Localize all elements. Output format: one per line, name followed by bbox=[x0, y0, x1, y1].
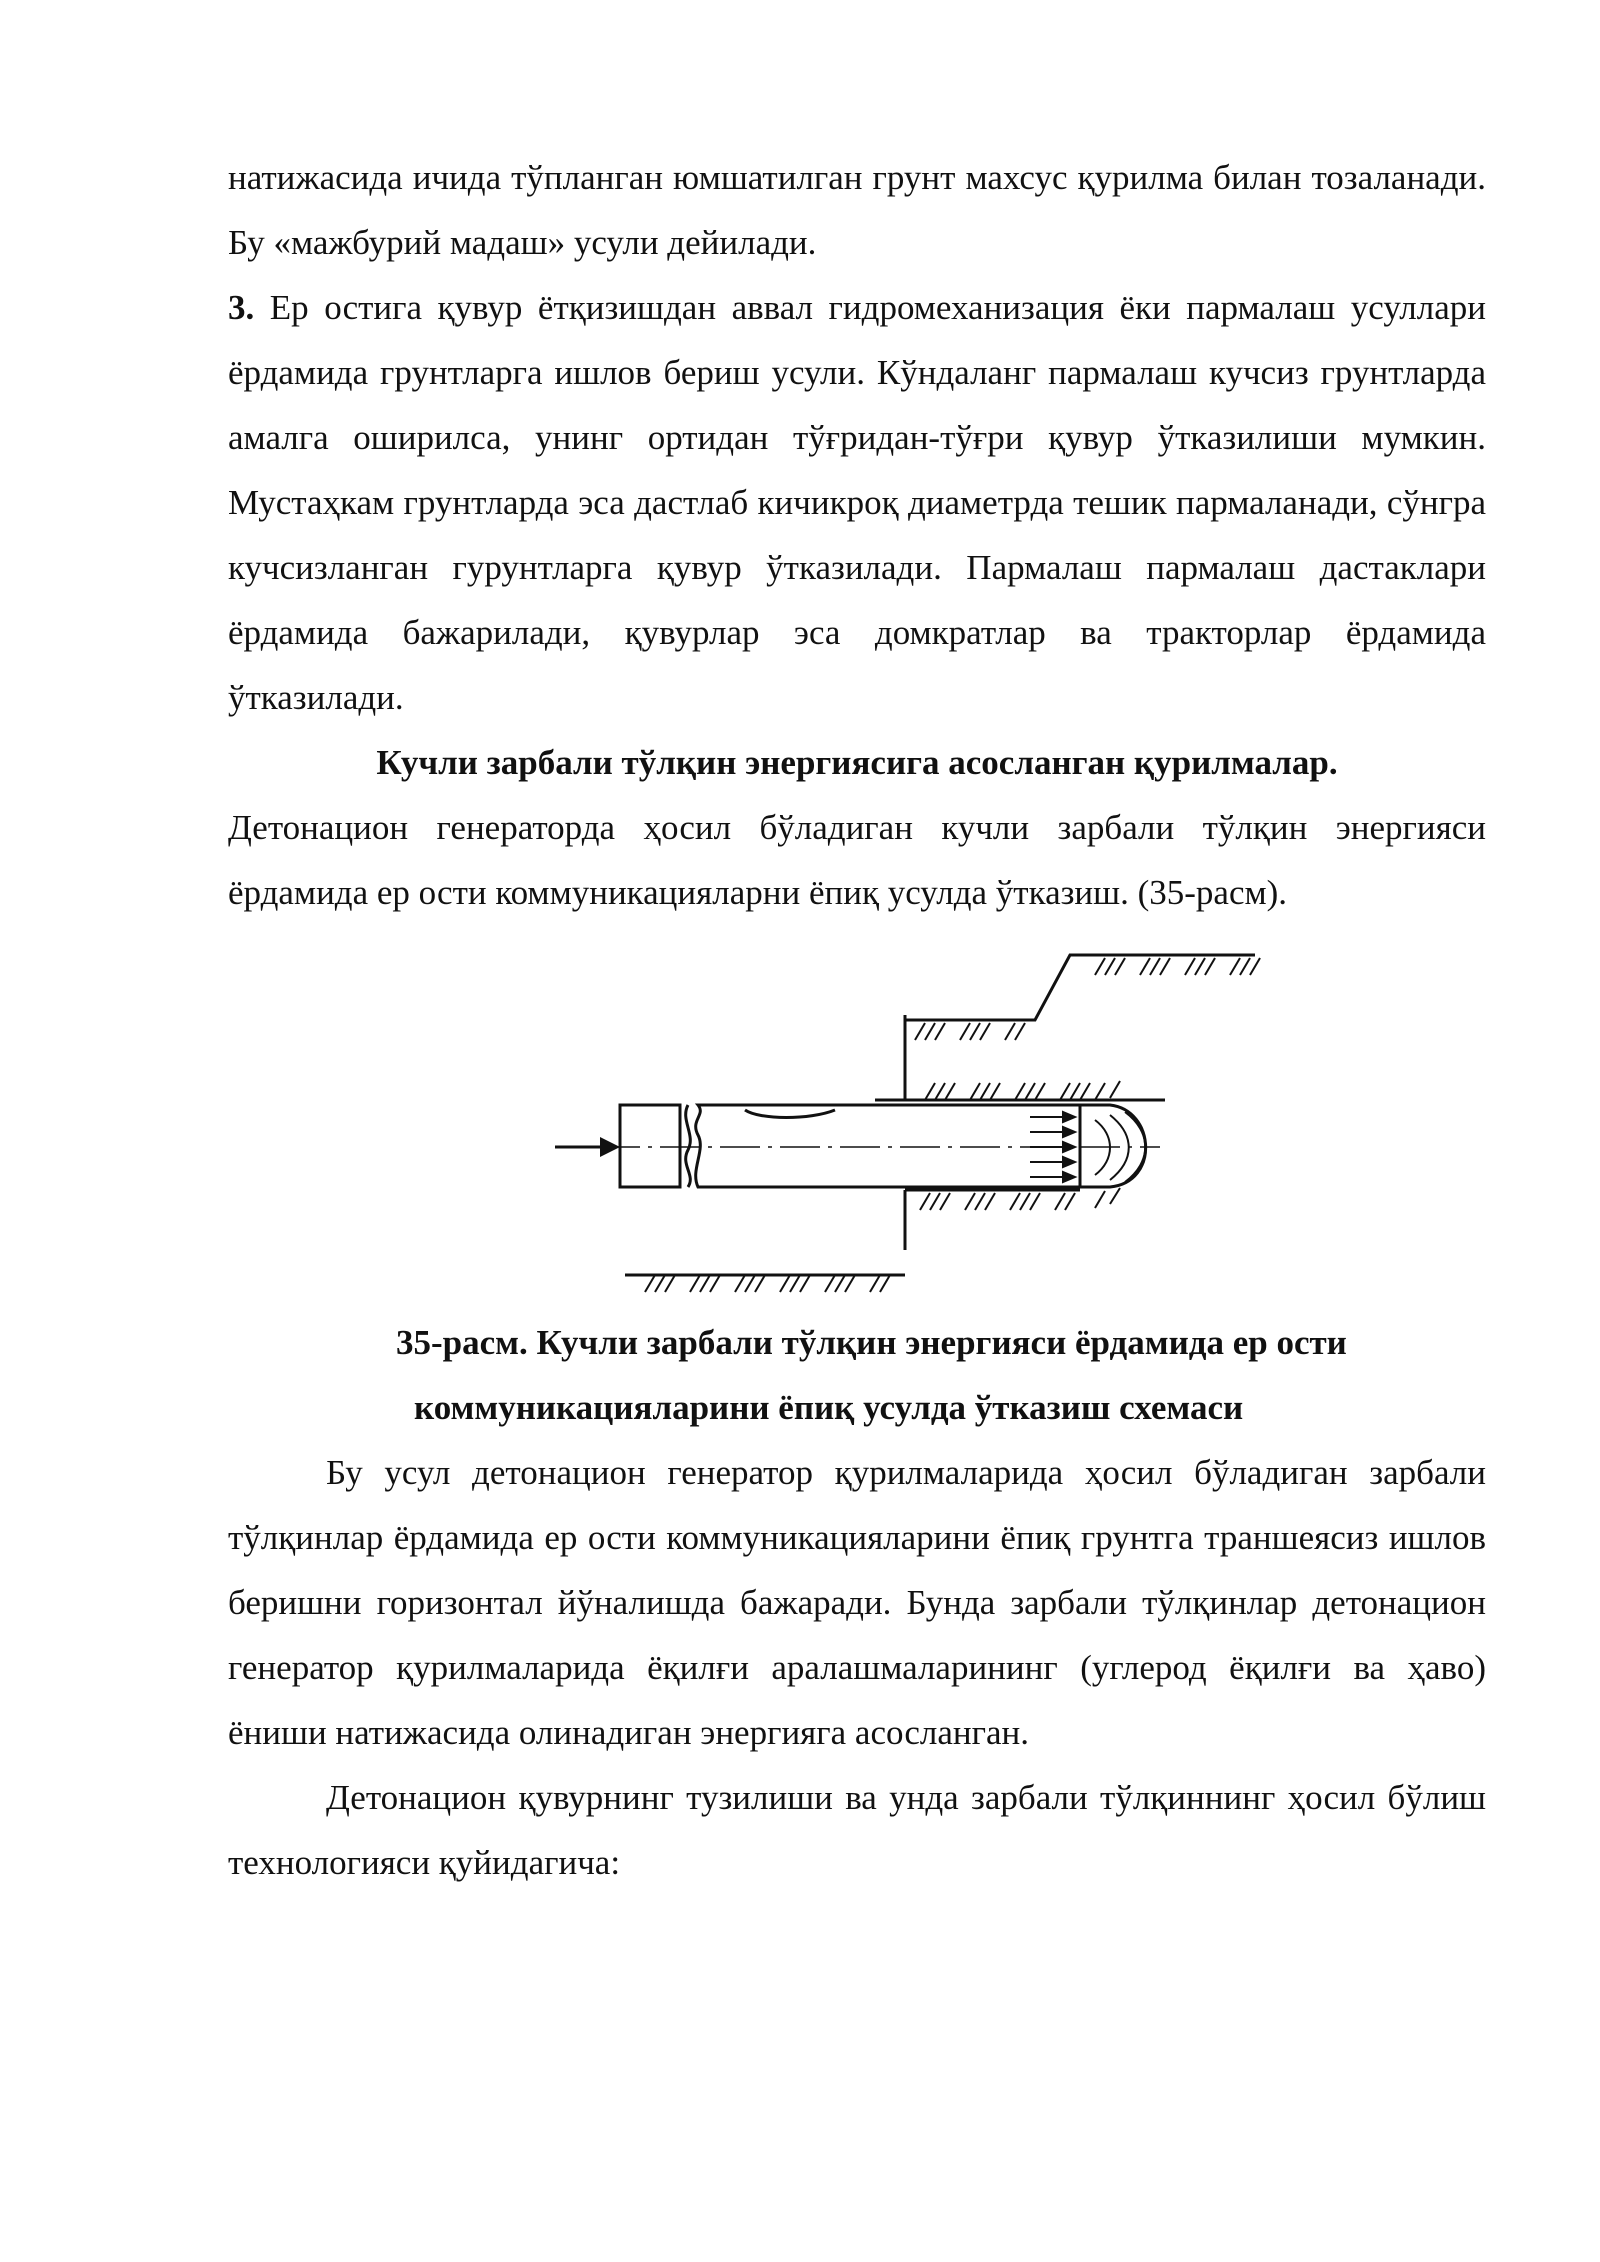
paragraph-1-text: натижасида ичида тўпланган юмшатилган грунт махсус қурилма билан тозаланади. Бу «мажбурий мадаш» усули дейилади. bbox=[228, 158, 1486, 262]
paragraph-3-text: Детонацион генераторда ҳосил бўладиган кучли зарбали тўлқин энергияси ёрдамида ер ости коммуникацияларни ёпиқ усулда ўтказиш. (35-расм). bbox=[228, 808, 1486, 912]
pipe-main-body bbox=[696, 1105, 1080, 1187]
paragraph-3 bbox=[228, 795, 1486, 925]
paragraph-1 bbox=[228, 145, 1486, 275]
section-heading: Кучли зарбали тўлқин энергиясига асосланган қурилмалар. bbox=[376, 743, 1338, 782]
ground-hatching bbox=[645, 958, 1260, 1292]
paragraph-4-text: Бу усул детонацион генератор қурилмаларида ҳосил бўладиган зарбали тўлқинлар ёрдамида ер ости коммуникацияларини ёпиқ грунтга траншеясиз ишлов беришни горизонтал йўналишда бажаради. Бунда зарбали тўлқинлар детонацион генератор қурилмаларида ёқилғи аралашмаларининг (углерод ёқилғи ва ҳаво) ёниши натижасида олинадиган энергияга асосланган. bbox=[228, 1453, 1486, 1752]
upper-ground-outline bbox=[905, 955, 1255, 1100]
paragraph-4 bbox=[228, 1440, 1486, 1765]
input-arrow-head bbox=[600, 1137, 620, 1157]
figure-caption bbox=[228, 1310, 1486, 1440]
internal-flow-arrows bbox=[1030, 1112, 1075, 1182]
paragraph-5-text: Детонацион қувурнинг тузилиши ва унда зарбали тўлқиннинг ҳосил бўлиш технологияси қуйидагича: bbox=[228, 1778, 1486, 1882]
figure-35-diagram bbox=[540, 920, 1280, 1310]
figure-caption-line-2: коммуникацияларини ёпиқ усулда ўтказиш схемаси bbox=[414, 1388, 1244, 1427]
list-number: 3. bbox=[228, 288, 255, 327]
paragraph-2 bbox=[228, 275, 1486, 730]
pipe-left-segment bbox=[620, 1105, 680, 1187]
figure-caption-line-1: 35-расм. Кучли зарбали тўлқин энергияси ёрдамида ер ости bbox=[396, 1323, 1347, 1362]
paragraph-2-text bbox=[228, 275, 1486, 730]
paragraph-2-body: Ер остига қувур ётқизишдан аввал гидромеханизация ёки пармалаш усуллари ёрдамида грунтларга ишлов бериш усули. Кўндаланг пармалаш кучсиз грунтларда амалга оширилса, унинг ортидан тўғридан-тўғри қувур ўтказилиши мумкин. Мустаҳкам грунтларда эса дастлаб кичикроқ диаметрда тешик пармаланади, сўнгра кучсизланган гурунтларга қувур ўтказилади. Пармалаш пармалаш дастаклари ёрдамида бажарилади, қувурлар эса домкратлар ва тракторлар ёрдамида ўтказилади. bbox=[228, 288, 1486, 717]
upper-ground-line bbox=[875, 1015, 905, 1100]
pipe-deposit bbox=[745, 1110, 835, 1118]
pipe-detonation-scheme-diagram bbox=[540, 920, 1280, 1310]
pipe-break-curve bbox=[686, 1105, 691, 1187]
paragraph-5 bbox=[228, 1765, 1486, 1895]
